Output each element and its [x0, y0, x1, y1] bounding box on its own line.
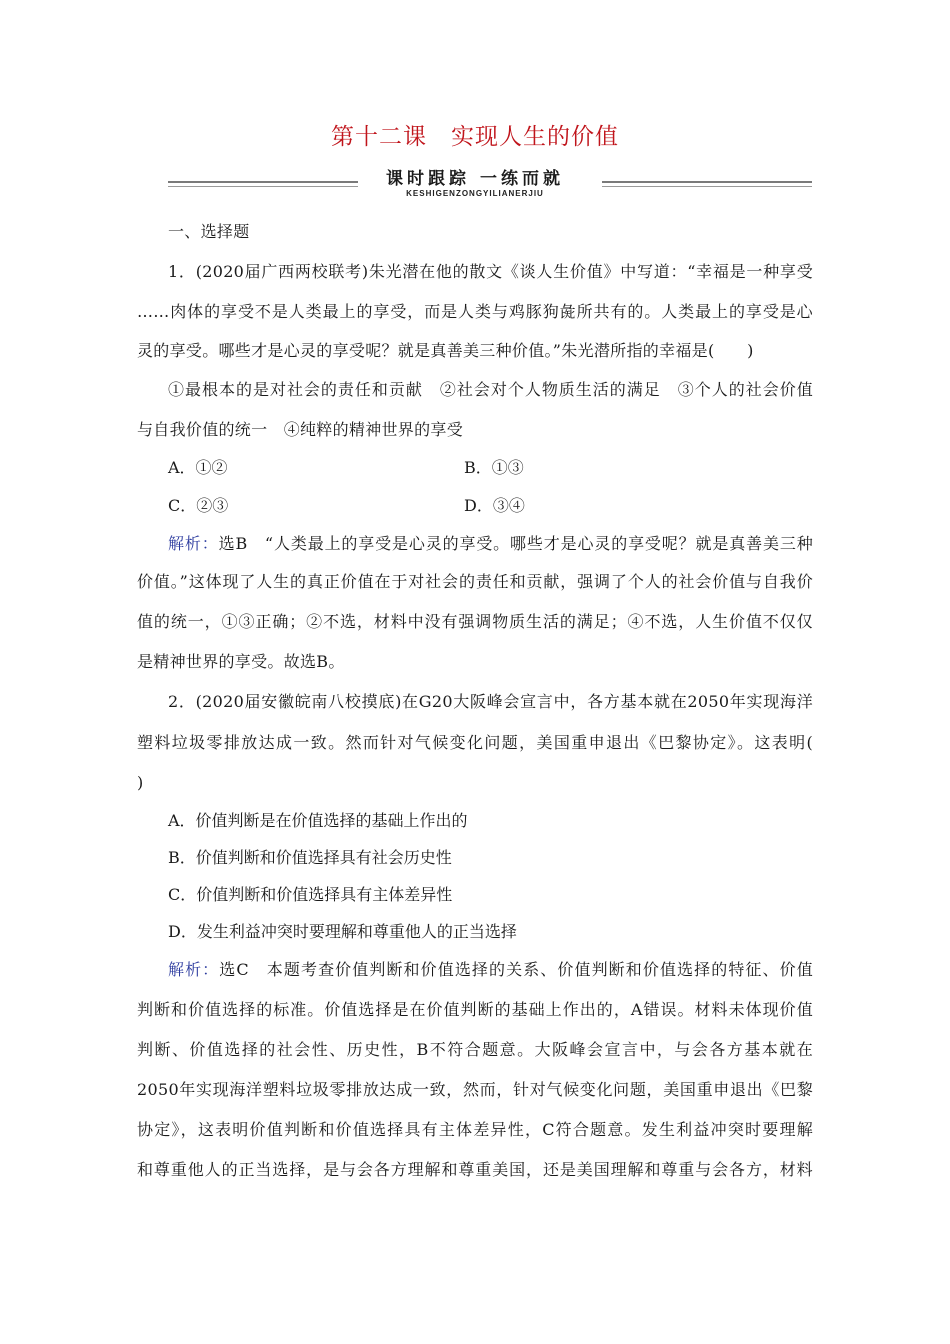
- section-heading: 一、选择题: [168, 222, 250, 241]
- q2-analysis-line: 协定》，这表明价值判断和价值选择具有主体差异性，C符合题意。发生利益冲突时要理解: [137, 1120, 813, 1139]
- q1-option-c: C．②③: [168, 496, 229, 515]
- q2-option-d: D．发生利益冲突时要理解和尊重他人的正当选择: [168, 922, 517, 941]
- page-title: 第十二课 实现人生的价值: [331, 124, 619, 150]
- q1-analysis-line: 值的统一，①③正确；②不选，材料中没有强调物质生活的满足；④不选，人生价值不仅仅: [137, 612, 813, 631]
- q2-option-c: C．价值判断和价值选择具有主体差异性: [168, 885, 453, 904]
- q1-analysis-line: 是精神世界的享受。故选B。: [137, 652, 345, 671]
- q1-line: 灵的享受。哪些才是心灵的享受呢？就是真善美三种价值。”朱光潜所指的幸福是( ): [137, 341, 754, 360]
- analysis-label: 解析：: [168, 534, 219, 553]
- q2-option-a: A．价值判断是在价值选择的基础上作出的: [168, 811, 468, 830]
- q1-statement-line: ①最根本的是对社会的责任和贡献 ②社会对个人物质生活的满足 ③个人的社会价值: [168, 380, 813, 399]
- q2-analysis-line: 和尊重他人的正当选择，是与会各方理解和尊重美国，还是美国理解和尊重与会各方，材料: [137, 1160, 813, 1179]
- q2-option-b: B．价值判断和价值选择具有社会历史性: [168, 848, 452, 867]
- q1-option-a: A．①②: [168, 458, 228, 477]
- q2-analysis-line: 判断、价值选择的社会性、历史性，B不符合题意。大阪峰会宣言中，与会各方基本就在: [137, 1040, 813, 1059]
- q1-analysis-line: [168, 534, 813, 554]
- banner-title: 课时跟踪 一练而就: [386, 169, 564, 189]
- q1-line: ……肉体的享受不是人类最上的享受，而是人类与鸡豚狗彘所共有的。人类最上的享受是心: [137, 302, 813, 321]
- q1-analysis-text: 选B “人类最上的享受是心灵的享受。哪些才是心灵的享受呢？就是真善美三种: [218, 534, 813, 553]
- q1-statement-line: 与自我价值的统一 ④纯粹的精神世界的享受: [137, 420, 464, 439]
- q1-analysis-line: 价值。”这体现了人生的真正价值在于对社会的责任和贡献，强调了个人的社会价值与自我价: [137, 572, 813, 591]
- q2-analysis-line: [168, 960, 813, 980]
- q2-line: ): [137, 773, 144, 792]
- q1-option-d: D．③④: [464, 496, 525, 515]
- q2-analysis-text: 选C 本题考查价值判断和价值选择的关系、价值判断和价值选择的特征、价值: [219, 960, 813, 979]
- q2-analysis-line: 2050年实现海洋塑料垃圾零排放达成一致，然而，针对气候变化问题，美国重申退出《巴黎: [137, 1080, 813, 1099]
- q1-option-b: B．①③: [464, 458, 524, 477]
- banner-pinyin: KESHIGENZONGYILIANERJIU: [406, 189, 544, 198]
- q1-line: 1．(2020届广西两校联考)朱光潜在他的散文《谈人生价值》中写道：“幸福是一种享受: [168, 262, 813, 281]
- q2-analysis-line: 判断和价值选择的标准。价值选择是在价值判断的基础上作出的，A错误。材料未体现价值: [137, 1000, 813, 1019]
- q2-line: 塑料垃圾零排放达成一致。然而针对气候变化问题，美国重申退出《巴黎协定》。这表明(: [137, 733, 813, 752]
- q2-line: 2．(2020届安徽皖南八校摸底)在G20大阪峰会宣言中，各方基本就在2050年实现海洋: [168, 692, 813, 711]
- analysis-label: 解析：: [168, 960, 220, 979]
